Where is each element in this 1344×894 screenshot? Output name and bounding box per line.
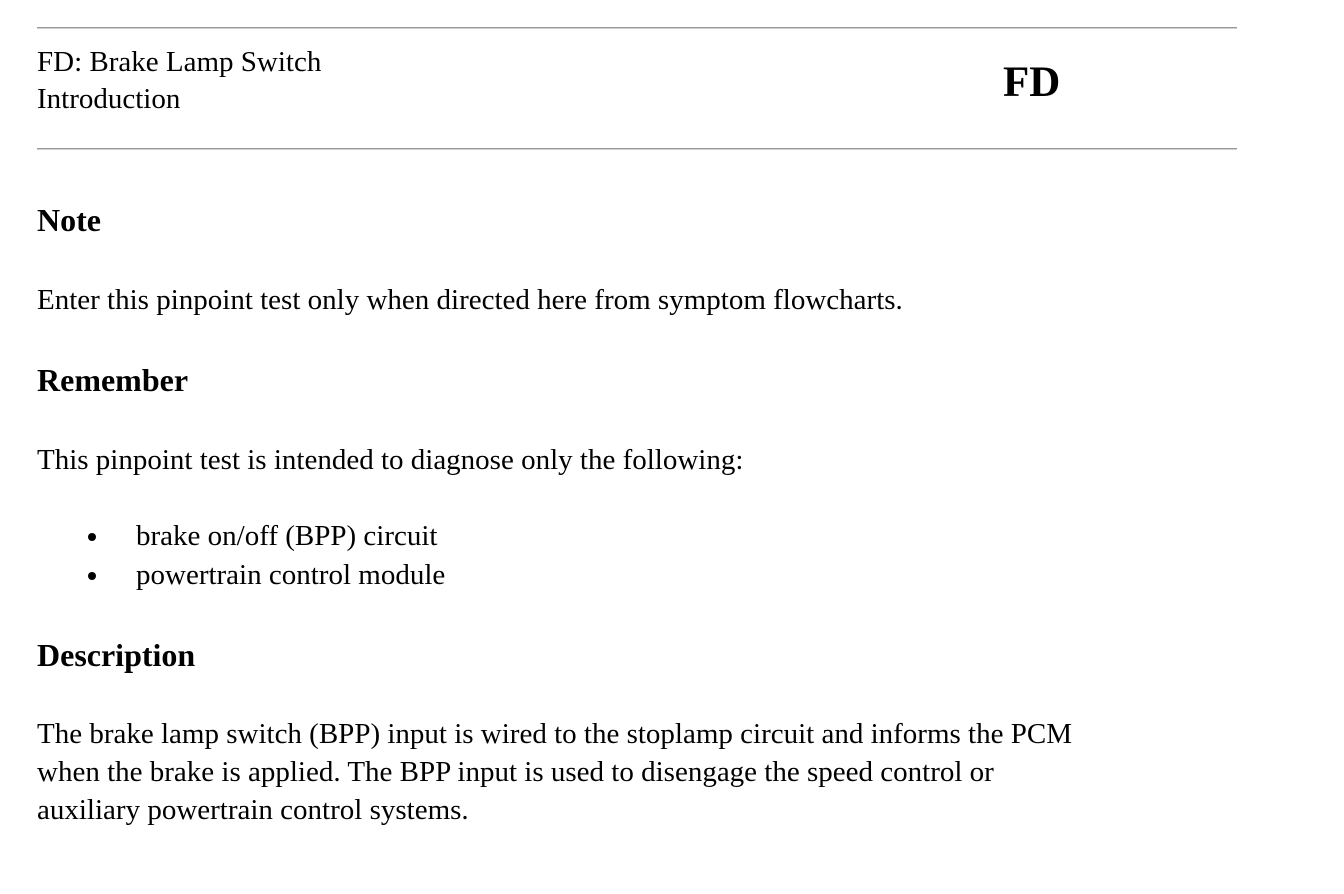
note-heading: Note [37,202,101,238]
remember-heading: Remember [37,362,189,398]
bullet-dot-icon [88,572,96,580]
list-item-text: powertrain control module [136,559,446,591]
header-title-line-1: FD: Brake Lamp Switch [37,46,322,78]
description-text [37,715,1072,829]
list-item-text: brake on/off (BPP) circuit [136,520,438,552]
remember-text: This pinpoint test is intended to diagnose only the following: [37,444,744,476]
top-divider [37,27,1237,29]
header-code: FD [1003,59,1061,106]
header-title [37,44,321,118]
description-line-2: when the brake is applied. The BPP input is used to disengage the speed control or [37,756,994,788]
note-text: Enter this pinpoint test only when directed here from symptom flowcharts. [37,284,903,316]
description-heading: Description [37,637,196,673]
description-line-1: The brake lamp switch (BPP) input is wired to the stoplamp circuit and informs the PCM [37,718,1072,750]
header-title-line-2: Introduction [37,83,181,115]
description-line-3: auxiliary powertrain control systems. [37,794,469,826]
bullet-dot-icon [88,533,96,541]
bottom-divider [37,148,1237,150]
